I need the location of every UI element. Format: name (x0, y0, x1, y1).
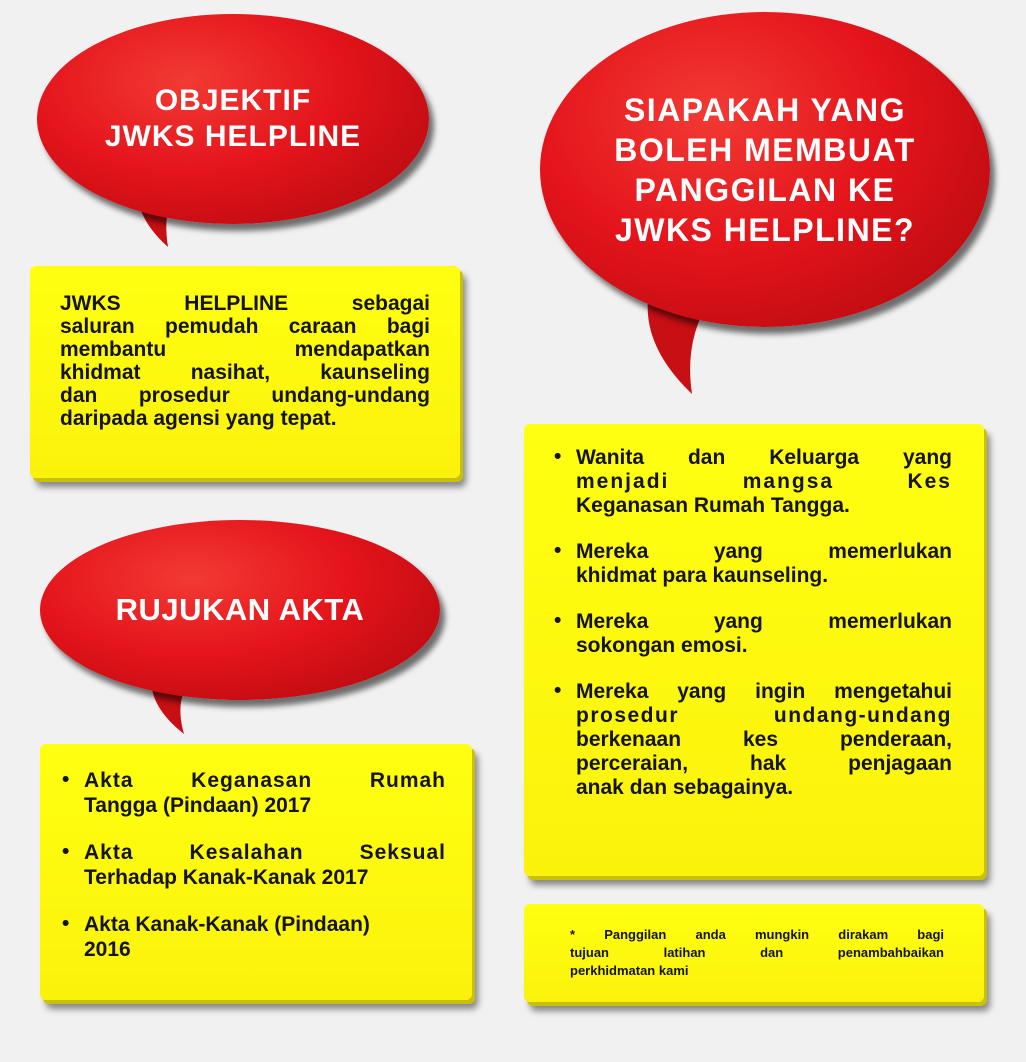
siapa-line: sokongan emosi. (576, 634, 748, 657)
siapa-line: • Mereka yang memerlukan (576, 540, 952, 563)
siapakah-heading-bubble (540, 12, 990, 327)
akta-line: Tangga (Pindaan) 2017 (84, 794, 312, 817)
description-line: JWKS HELPLINE sebagai (60, 292, 430, 315)
recording-note-panel (524, 904, 984, 1002)
bubble-title-line: RUJUKAN AKTA (115, 592, 365, 627)
siapa-line: • Mereka yang ingin mengetahui (576, 680, 952, 703)
description-line: dan prosedur undang-undang (60, 384, 430, 407)
bubble-title-line: JWKS HELPLINE (104, 120, 362, 153)
note-line: perkhidmatan kami (570, 963, 689, 978)
description-line: daripada agensi yang tepat. (60, 407, 337, 430)
akta-list-item (62, 840, 446, 890)
description-line: membantu mendapatkan (60, 338, 430, 361)
description-line: khidmat nasihat, kaunseling (60, 361, 430, 384)
akta-list-item (62, 768, 446, 818)
bubble-title-line: SIAPAKAH YANG (623, 91, 907, 128)
siapa-line: prosedur undang-undang (576, 704, 952, 727)
siapa-line: Keganasan Rumah Tangga. (576, 494, 850, 517)
bubble-title-line: PANGGILAN KE (634, 171, 896, 208)
siapa-line: • Mereka yang memerlukan (576, 610, 952, 633)
siapa-line: khidmat para kaunseling. (576, 564, 829, 587)
objektif-heading-bubble (37, 14, 429, 224)
siapa-list-item (554, 610, 952, 658)
akta-list-panel (40, 744, 472, 1000)
note-line: tujuan latihan dan penambahbaikan (570, 945, 944, 960)
akta-list-item (62, 912, 446, 962)
siapa-line: • Wanita dan Keluarga yang (576, 446, 952, 469)
siapa-line: menjadi mangsa Kes (576, 470, 952, 493)
akta-line: 2016 (84, 938, 131, 961)
akta-line: • Akta Kanak-Kanak (Pindaan) (84, 913, 370, 936)
rujukan-heading-bubble (40, 520, 440, 700)
akta-line: • Akta Keganasan Rumah (84, 769, 446, 792)
akta-line: Terhadap Kanak-Kanak 2017 (84, 866, 369, 889)
siapa-line: perceraian, hak penjagaan (576, 752, 952, 775)
bubble-title-line: OBJEKTIF (154, 84, 312, 117)
note-line: * Panggilan anda mungkin dirakam bagi (570, 927, 944, 942)
objektif-description-panel (30, 266, 460, 478)
akta-line: • Akta Kesalahan Seksual (84, 841, 446, 864)
siapa-list-panel (524, 424, 984, 876)
bubble-title-line: BOLEH MEMBUAT (614, 131, 916, 168)
siapa-line: anak dan sebagainya. (576, 776, 794, 799)
description-line: saluran pemudah caraan bagi (60, 315, 430, 338)
bubble-title-line: JWKS HELPLINE? (614, 211, 916, 248)
siapa-line: berkenaan kes penderaan, (576, 728, 952, 751)
siapa-list-item (554, 680, 952, 800)
siapa-list-item (554, 540, 952, 588)
siapa-list-item (554, 446, 952, 518)
